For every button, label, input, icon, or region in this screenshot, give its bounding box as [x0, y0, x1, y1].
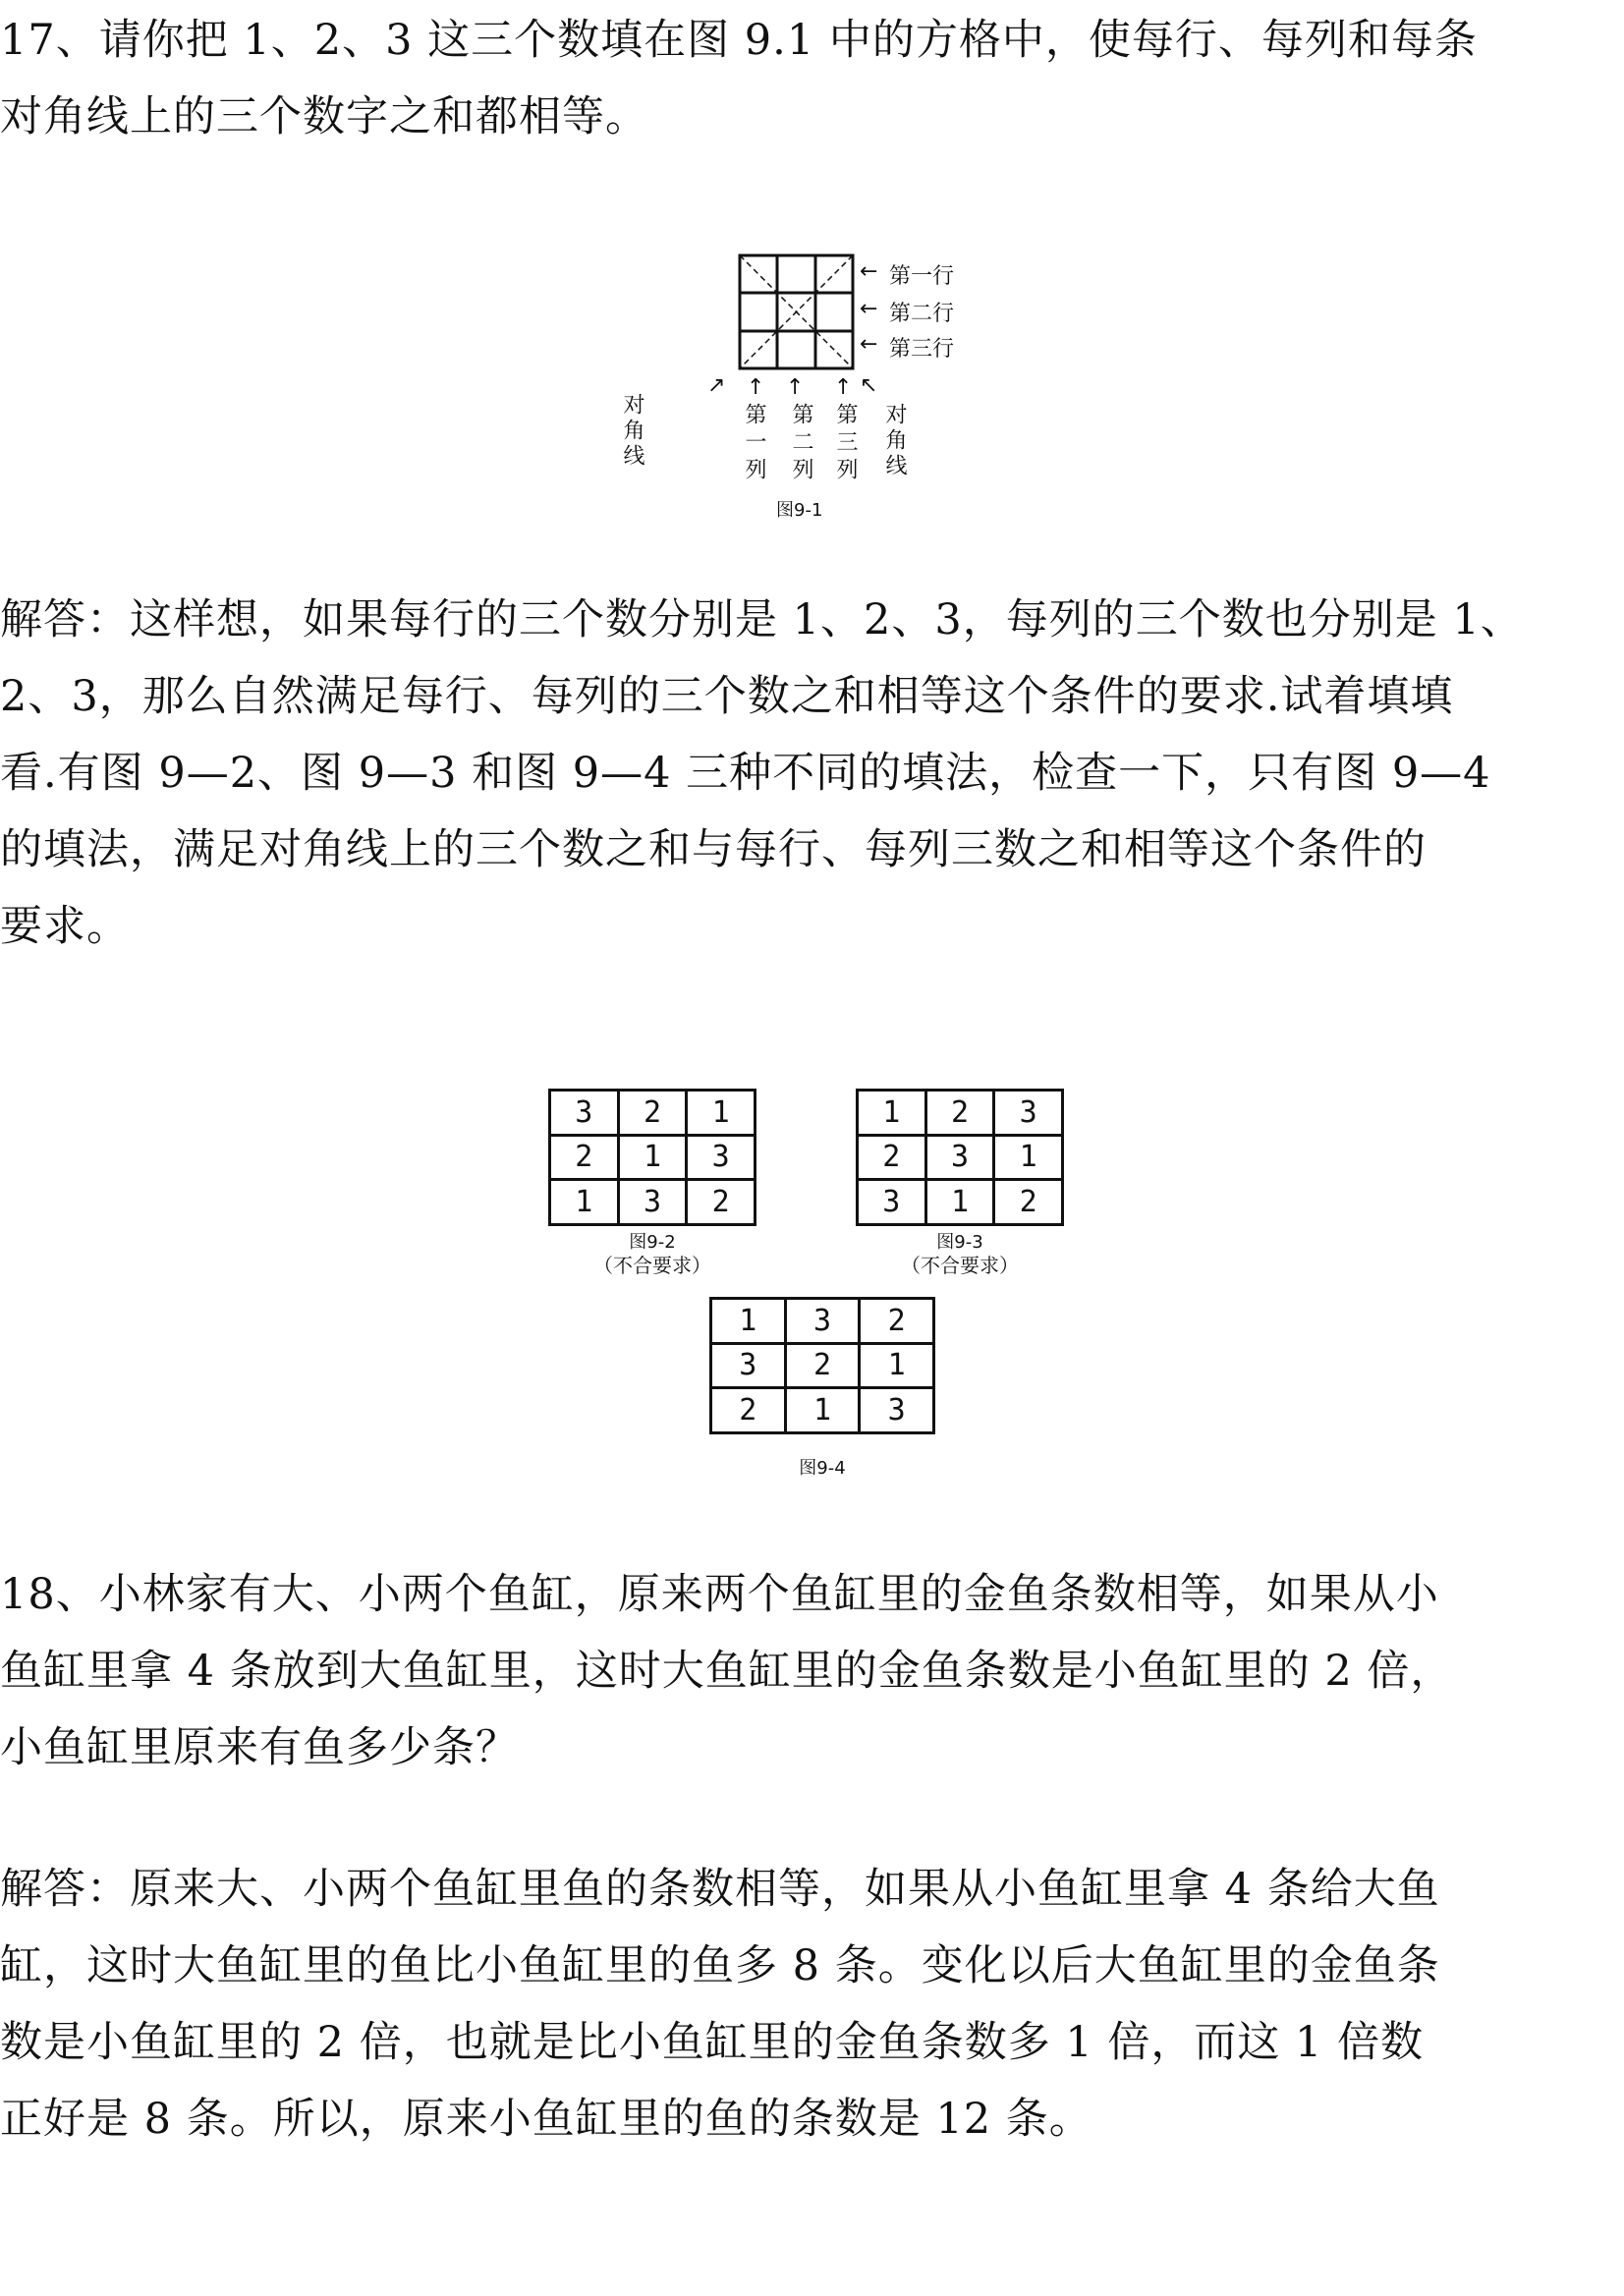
- arrow-ne-icon: ↗: [707, 373, 726, 398]
- grid-cell: 3: [785, 1299, 860, 1344]
- text-line: 鱼缸里拿 4 条放到大鱼缸里，这时大鱼缸里的金鱼条数是小鱼缸里的 2 倍，: [0, 1647, 1454, 1696]
- grid-cell: 2: [925, 1091, 994, 1136]
- arrow-nw-icon: ↖: [860, 373, 878, 398]
- grid-cell: 1: [785, 1388, 860, 1433]
- text-line: 解答：原来大、小两个鱼缸里鱼的条数相等，如果从小鱼缸里拿 4 条给大鱼: [0, 1865, 1440, 1914]
- text-line: 要求。: [0, 902, 130, 951]
- answer-17: [0, 582, 1624, 965]
- grid-cell: 1: [550, 1180, 619, 1225]
- grid-cell: 1: [925, 1180, 994, 1225]
- grid-cell: 2: [550, 1135, 619, 1180]
- col-label-3: 第三列: [833, 403, 858, 485]
- number-grid: [709, 1297, 935, 1434]
- figure-caption: 图9-4: [799, 1458, 846, 1479]
- figure-caption: 图9-2: [629, 1232, 676, 1253]
- row-label-1: 第一行: [889, 264, 955, 289]
- grid-cell: 3: [858, 1180, 926, 1225]
- figure-caption: 图9-1: [776, 500, 823, 521]
- text-line: 正好是 8 条。所以，原来小鱼缸里的鱼的条数是 12 条。: [0, 2095, 1092, 2144]
- grid-cell: 3: [925, 1135, 994, 1180]
- number-grid: [856, 1089, 1064, 1226]
- row-label-3: 第三行: [889, 337, 955, 362]
- figure-9-4: [709, 1297, 945, 1484]
- grid-cell: 3: [687, 1135, 756, 1180]
- arrow-left-icon: ←: [860, 259, 878, 284]
- figure-note: （不合要求）: [901, 1254, 1019, 1277]
- text-line: 看.有图 9—2、图 9—3 和图 9—4 三种不同的填法，检查一下，只有图 9—4: [0, 749, 1491, 798]
- grid-cell: 2: [860, 1299, 934, 1344]
- arrow-up-icon: ↑: [747, 375, 765, 400]
- text-line: 17、请你把 1、2、3 这三个数填在图 9.1 中的方格中，使每行、每列和每条: [0, 16, 1478, 65]
- grid-cell: 1: [711, 1299, 786, 1344]
- grid-cell: 3: [618, 1180, 687, 1225]
- grid-cell: 1: [618, 1135, 687, 1180]
- arrow-up-icon: ↑: [786, 375, 805, 400]
- grid-cell: 2: [711, 1388, 786, 1433]
- text-line: 解答：这样想，如果每行的三个数分别是 1、2、3，每列的三个数也分别是 1、: [0, 595, 1524, 644]
- figure-9-3: [856, 1089, 1072, 1285]
- question-18: [0, 1556, 1624, 1786]
- text-line: 18、小林家有大、小两个鱼缸，原来两个鱼缸里的金鱼条数相等，如果从小: [0, 1570, 1439, 1619]
- text-line: 对角线上的三个数字之和都相等。: [0, 92, 648, 141]
- col-label-1: 第一列: [742, 403, 766, 485]
- grid-cell: 2: [687, 1180, 756, 1225]
- diagonal-label-left: 对角线: [620, 393, 644, 470]
- figure-9-1: [589, 246, 1002, 531]
- figure-9-2: [548, 1089, 764, 1285]
- arrow-up-icon: ↑: [834, 375, 853, 400]
- grid-cell: 3: [550, 1091, 619, 1136]
- grid-cell: 1: [994, 1135, 1063, 1180]
- figure-caption: 图9-3: [936, 1232, 983, 1253]
- grid-cell: 1: [860, 1343, 934, 1388]
- grid-cell: 2: [785, 1343, 860, 1388]
- text-line: 小鱼缸里原来有鱼多少条？: [0, 1723, 519, 1772]
- col-label-2: 第二列: [789, 403, 813, 485]
- arrow-left-icon: ←: [860, 297, 878, 321]
- grid-cell: 3: [860, 1388, 934, 1433]
- grid-cell: 2: [858, 1135, 926, 1180]
- text-line: 数是小鱼缸里的 2 倍，也就是比小鱼缸里的金鱼条数多 1 倍，而这 1 倍数: [0, 2018, 1425, 2067]
- arrow-left-icon: ←: [860, 332, 878, 357]
- diagonal-label-right: 对角线: [882, 403, 907, 479]
- text-line: 的填法，满足对角线上的三个数之和与每行、每列三数之和相等这个条件的: [0, 825, 1427, 874]
- answer-18: [0, 1851, 1624, 2157]
- grid-cell: 3: [994, 1091, 1063, 1136]
- grid-cell: 1: [687, 1091, 756, 1136]
- text-line: 缸，这时大鱼缸里的鱼比小鱼缸里的鱼多 8 条。变化以后大鱼缸里的金鱼条: [0, 1941, 1440, 1990]
- grid-cell: 1: [858, 1091, 926, 1136]
- text-line: 2、3，那么自然满足每行、每列的三个数之和相等这个条件的要求.试着填填: [0, 672, 1454, 721]
- grid-cell: 2: [994, 1180, 1063, 1225]
- row-label-2: 第二行: [889, 302, 955, 326]
- grid-cell: 3: [711, 1343, 786, 1388]
- grid-cell: 2: [618, 1091, 687, 1136]
- figure-note: （不合要求）: [593, 1254, 711, 1277]
- question-17: [0, 2, 1624, 155]
- number-grid: [548, 1089, 756, 1226]
